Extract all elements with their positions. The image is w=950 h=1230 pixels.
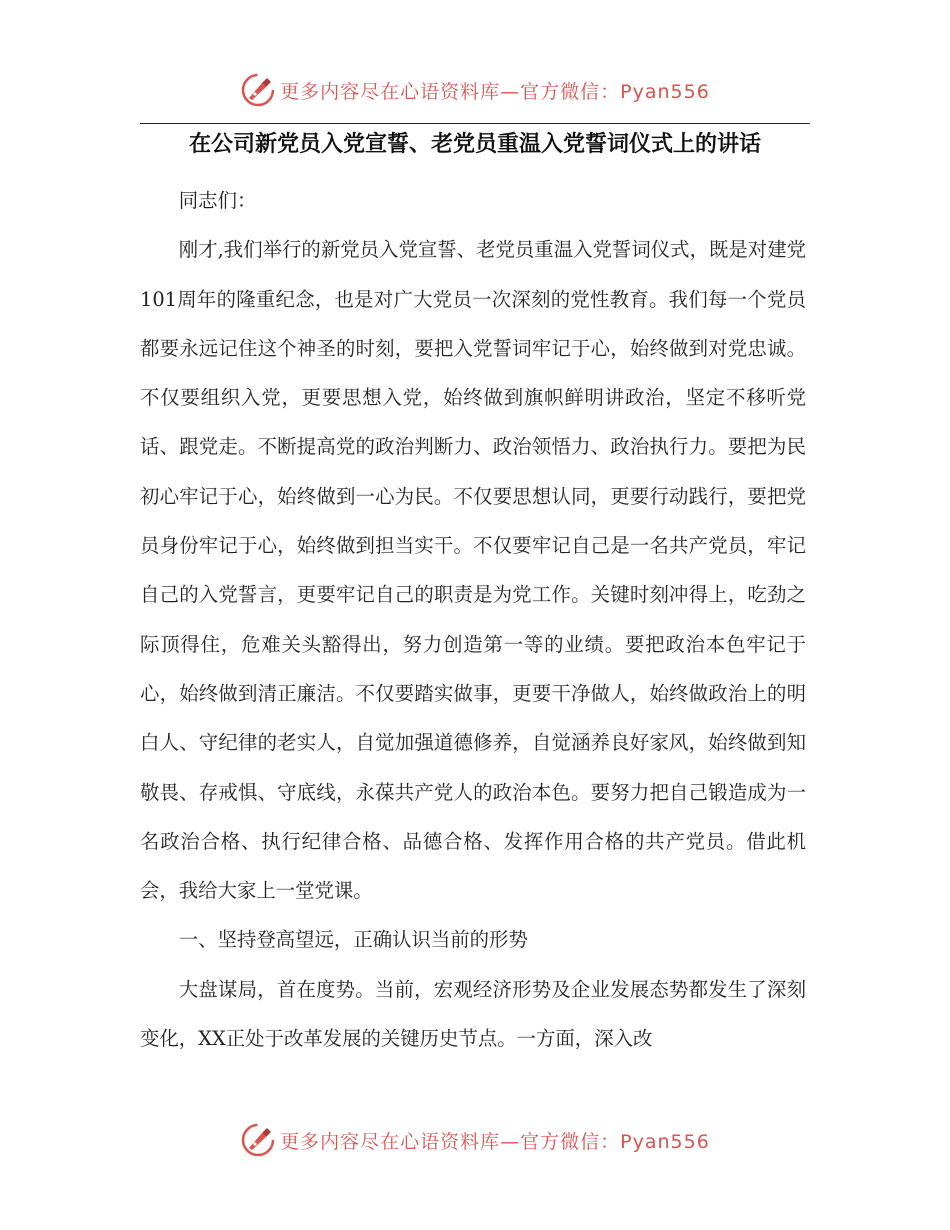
section-heading: 一、坚持登高望远，正确认识当前的形势 xyxy=(178,928,528,952)
pen-nib-logo-icon xyxy=(240,72,276,108)
document-title: 在公司新党员入党宣誓、老党员重温入党誓词仪式上的讲话 xyxy=(188,132,761,157)
footer-banner xyxy=(0,1118,950,1162)
body-paragraph: 刚才,我们举行的新党员入党宣誓、老党员重温入党誓词仪式，既是对建党101周年的隆重纪念，也是对广大党员一次深刻的党性教育。我们每一个党员都要永远记住这个神圣的时刻，要把入党誓词牢记于心，始终做到对党忠诚。不仅要组织入党，更要思想入党，始终做到旗帜鲜明讲政治，坚定不移听党话、跟党走。不断提高党的政治判断力、政治领悟力、政治执行力。要把为民初心牢记于心，始终做到一心为民。不仅要思想认同，更要行动践行，要把党员身份牢记于心，始终做到担当实干。不仅要牢记自己是一名共产党员，牢记自己的入党誓言，更要牢记自己的职责是为党工作。关键时刻冲得上，吃劲之际顶得住，危难关头豁得出，努力创造第一等的业绩。要把政治本色牢记于心，始终做到清正廉洁。不仅要踏实做事，更要干净做人，始终做政治上的明白人、守纪律的老实人，自觉加强道德修养，自觉涵养良好家风，始终做到知敬畏、存戒惧、守底线，永葆共产党人的政治本色。要努力把自己锻造成为一名政治合格、执行纪律合格、品德合格、发挥作用合格的共产党员。借此机会，我给大家上一堂党课。 xyxy=(140,238,806,903)
header-banner-text: 更多内容尽在心语资料库—官方微信：Pyan556 xyxy=(280,80,710,103)
footer-banner-text: 更多内容尽在心语资料库—官方微信：Pyan556 xyxy=(280,1130,710,1153)
pen-nib-logo-icon xyxy=(240,1122,276,1158)
title-rule xyxy=(140,123,810,124)
salutation: 同志们： xyxy=(178,189,257,212)
document-body xyxy=(140,176,806,1063)
body-paragraph: 大盘谋局，首在度势。当前，宏观经济形势及企业发展态势都发生了深刻变化，XX正处于改革发展的关键历史节点。一方面，深入改 xyxy=(140,977,806,1051)
header-banner xyxy=(0,68,950,112)
